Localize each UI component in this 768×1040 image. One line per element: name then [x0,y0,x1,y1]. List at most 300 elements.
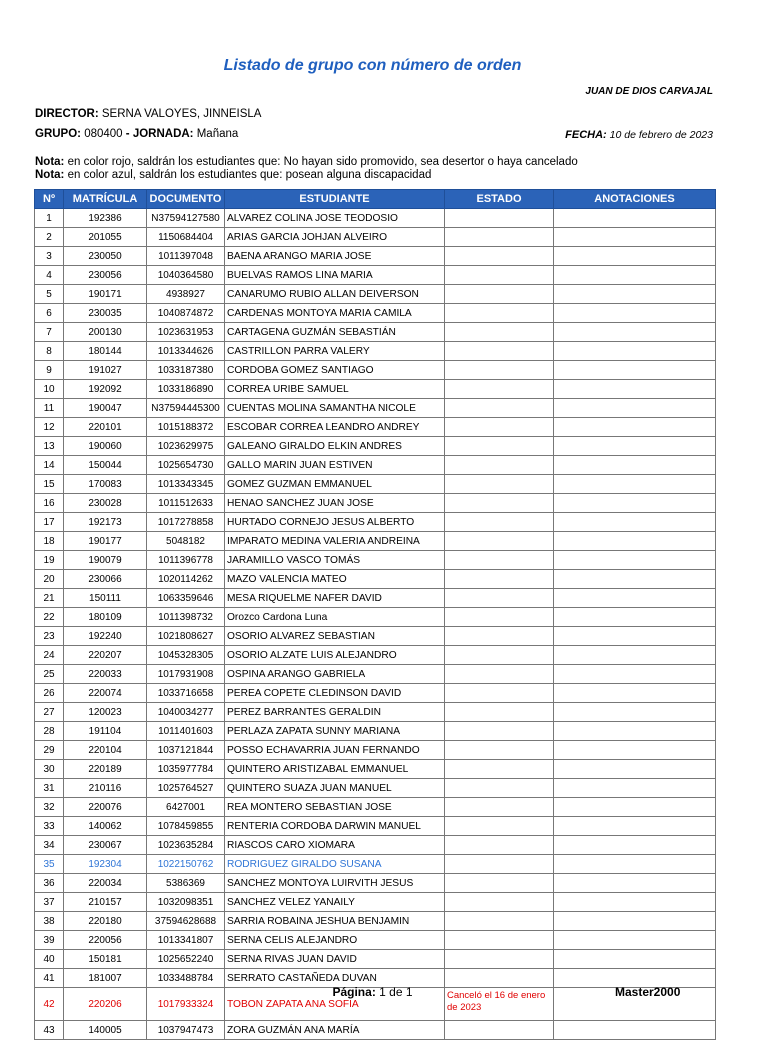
cell-anotaciones [554,779,716,798]
table-row [35,494,716,513]
cell-estudiante: GALLO MARIN JUAN ESTIVEN [225,456,445,475]
cell-estudiante: Orozco Cardona Luna [225,608,445,627]
table-row [35,722,716,741]
cell-estado [445,722,554,741]
cell-estudiante: SANCHEZ VELEZ YANAILY [225,893,445,912]
note-text: en color rojo, saldrán los estudiantes que: No hayan sido promovido, sea desertor o haya cancelado [67,156,578,168]
fecha-value: 10 de febrero de 2023 [609,129,713,141]
cell-matricula: 140062 [64,817,147,836]
cell-documento: 1011398732 [147,608,225,627]
cell-documento: 1013341807 [147,931,225,950]
cell-numero: 14 [35,456,64,475]
cell-numero: 22 [35,608,64,627]
cell-estudiante: QUINTERO SUAZA JUAN MANUEL [225,779,445,798]
cell-numero: 25 [35,665,64,684]
table-row [35,931,716,950]
table-row [35,247,716,266]
notes [35,156,578,182]
col-header-estado: ESTADO [445,190,554,209]
cell-estado [445,494,554,513]
table-row [35,456,716,475]
cell-estudiante: OSORIO ALVAREZ SEBASTIAN [225,627,445,646]
cell-numero: 16 [35,494,64,513]
note-red [35,156,578,169]
cell-documento: N37594127580 [147,209,225,228]
cell-documento: 1033186890 [147,380,225,399]
cell-matricula: 192240 [64,627,147,646]
cell-estudiante: REA MONTERO SEBASTIAN JOSE [225,798,445,817]
table-row [35,266,716,285]
cell-estudiante: ZORA GUZMÁN ANA MARÍA [225,1021,445,1040]
cell-numero: 27 [35,703,64,722]
cell-estado [445,285,554,304]
cell-estudiante: HURTADO CORNEJO JESUS ALBERTO [225,513,445,532]
cell-anotaciones [554,247,716,266]
cell-estudiante: SERNA RIVAS JUAN DAVID [225,950,445,969]
cell-matricula: 192173 [64,513,147,532]
cell-estado [445,703,554,722]
cell-numero: 13 [35,437,64,456]
cell-anotaciones [554,323,716,342]
cell-estado [445,912,554,931]
cell-matricula: 220034 [64,874,147,893]
jornada-separator: - [122,128,133,140]
cell-estudiante: MAZO VALENCIA MATEO [225,570,445,589]
cell-estado [445,532,554,551]
cell-estado [445,323,554,342]
cell-documento: 1023631953 [147,323,225,342]
cell-matricula: 230066 [64,570,147,589]
cell-anotaciones [554,893,716,912]
cell-matricula: 220074 [64,684,147,703]
cell-estudiante: MESA RIQUELME NAFER DAVID [225,589,445,608]
cell-estado [445,456,554,475]
cell-documento: 1033716658 [147,684,225,703]
cell-matricula: 190047 [64,399,147,418]
cell-numero: 19 [35,551,64,570]
cell-estudiante: CARDENAS MONTOYA MARIA CAMILA [225,304,445,323]
cell-matricula: 180144 [64,342,147,361]
cell-anotaciones [554,361,716,380]
cell-anotaciones [554,437,716,456]
cell-matricula: 220033 [64,665,147,684]
cell-matricula: 120023 [64,703,147,722]
cell-numero: 12 [35,418,64,437]
table-row [35,798,716,817]
table-row [35,855,716,874]
cell-estudiante: GALEANO GIRALDO ELKIN ANDRES [225,437,445,456]
cell-estado [445,513,554,532]
cell-estudiante: CARTAGENA GUZMÁN SEBASTIÁN [225,323,445,342]
cell-documento: 1045328305 [147,646,225,665]
cell-estado [445,266,554,285]
cell-documento: 1025764527 [147,779,225,798]
cell-documento: 1013343345 [147,475,225,494]
cell-matricula: 220207 [64,646,147,665]
fecha-line [565,129,713,141]
table-row [35,760,716,779]
table-row [35,418,716,437]
cell-estudiante: CASTRILLON PARRA VALERY [225,342,445,361]
table-row [35,209,716,228]
cell-estudiante: PERLAZA ZAPATA SUNNY MARIANA [225,722,445,741]
cell-anotaciones [554,399,716,418]
cell-numero: 31 [35,779,64,798]
cell-numero: 32 [35,798,64,817]
cell-documento: 1035977784 [147,760,225,779]
cell-matricula: 220180 [64,912,147,931]
cell-documento: 1025654730 [147,456,225,475]
cell-anotaciones [554,551,716,570]
cell-estudiante: BAENA ARANGO MARIA JOSE [225,247,445,266]
cell-documento: 1032098351 [147,893,225,912]
cell-anotaciones [554,646,716,665]
cell-matricula: 150181 [64,950,147,969]
cell-matricula: 170083 [64,475,147,494]
cell-anotaciones [554,418,716,437]
cell-numero: 18 [35,532,64,551]
cell-documento: 1150684404 [147,228,225,247]
cell-documento: 1020114262 [147,570,225,589]
cell-matricula: 150044 [64,456,147,475]
cell-anotaciones [554,836,716,855]
cell-documento: 4938927 [147,285,225,304]
cell-documento: 1033187380 [147,361,225,380]
cell-documento: 1017933324 [147,988,225,1021]
cell-matricula: 230056 [64,266,147,285]
table-row [35,437,716,456]
cell-matricula: 220056 [64,931,147,950]
cell-estudiante: IMPARATO MEDINA VALERIA ANDREINA [225,532,445,551]
cell-estado [445,931,554,950]
cell-documento: 1040874872 [147,304,225,323]
cell-matricula: 230050 [64,247,147,266]
cell-matricula: 190079 [64,551,147,570]
cell-numero: 8 [35,342,64,361]
table-row [35,703,716,722]
cell-documento: 1015188372 [147,418,225,437]
table-row [35,874,716,893]
cell-matricula: 200130 [64,323,147,342]
cell-estudiante: POSSO ECHAVARRIA JUAN FERNANDO [225,741,445,760]
cell-anotaciones [554,817,716,836]
table-row [35,304,716,323]
cell-estudiante: GOMEZ GUZMAN EMMANUEL [225,475,445,494]
cell-numero: 15 [35,475,64,494]
cell-matricula: 210157 [64,893,147,912]
cell-estado [445,684,554,703]
cell-estado [445,874,554,893]
cell-matricula: 230067 [64,836,147,855]
cell-estudiante: ARIAS GARCIA JOHJAN ALVEIRO [225,228,445,247]
cell-documento: 1021808627 [147,627,225,646]
student-table [34,189,716,1040]
cell-estado [445,1021,554,1040]
table-row [35,817,716,836]
cell-matricula: 180109 [64,608,147,627]
cell-anotaciones [554,855,716,874]
table-row [35,950,716,969]
cell-estado [445,741,554,760]
document-title: Listado de grupo con número de orden [223,57,522,74]
cell-estudiante: BUELVAS RAMOS LINA MARIA [225,266,445,285]
cell-numero: 2 [35,228,64,247]
cell-matricula: 220104 [64,741,147,760]
cell-matricula: 150111 [64,589,147,608]
cell-anotaciones [554,1021,716,1040]
cell-estudiante: TOBON ZAPATA ANA SOFIA [225,988,445,1021]
cell-documento: 1011512633 [147,494,225,513]
cell-estado [445,627,554,646]
cell-documento: 1023635284 [147,836,225,855]
page-label: Página: [332,985,376,999]
cell-documento: N37594445300 [147,399,225,418]
director-label: DIRECTOR: [35,108,99,120]
cell-documento: 1013344626 [147,342,225,361]
cell-numero: 40 [35,950,64,969]
table-row [35,323,716,342]
cell-anotaciones [554,475,716,494]
table-row [35,836,716,855]
cell-estado [445,779,554,798]
jornada-value: Mañana [196,128,239,140]
cell-matricula: 230028 [64,494,147,513]
cell-matricula: 192304 [64,855,147,874]
note-label: Nota: [35,156,65,168]
cell-anotaciones [554,760,716,779]
brand-label: Master2000 [615,985,681,999]
cell-matricula: 230035 [64,304,147,323]
cell-estado [445,209,554,228]
cell-numero: 4 [35,266,64,285]
cell-estado [445,361,554,380]
cell-matricula: 220189 [64,760,147,779]
cell-numero: 43 [35,1021,64,1040]
cell-estudiante: PEREZ BARRANTES GERALDIN [225,703,445,722]
cell-anotaciones [554,570,716,589]
cell-estado [445,608,554,627]
table-row [35,665,716,684]
table-row [35,285,716,304]
cell-estudiante: QUINTERO ARISTIZABAL EMMANUEL [225,760,445,779]
cell-estado [445,437,554,456]
cell-estado [445,342,554,361]
table-row [35,551,716,570]
cell-numero: 9 [35,361,64,380]
grupo-line [35,128,238,140]
cell-documento: 1023629975 [147,437,225,456]
cell-numero: 1 [35,209,64,228]
table-row [35,627,716,646]
cell-documento: 37594628688 [147,912,225,931]
note-blue [35,169,578,182]
grupo-label: GRUPO: [35,128,81,140]
cell-matricula: 191027 [64,361,147,380]
cell-estudiante: OSPINA ARANGO GABRIELA [225,665,445,684]
cell-documento: 1037947473 [147,1021,225,1040]
table-row [35,399,716,418]
cell-numero: 39 [35,931,64,950]
cell-anotaciones [554,608,716,627]
cell-documento: 1033488784 [147,969,225,988]
cell-estudiante: CUENTAS MOLINA SAMANTHA NICOLE [225,399,445,418]
cell-documento: 1040364580 [147,266,225,285]
cell-estado [445,817,554,836]
page-value: 1 de 1 [379,985,413,999]
cell-estudiante: OSORIO ALZATE LUIS ALEJANDRO [225,646,445,665]
cell-matricula: 192386 [64,209,147,228]
cell-anotaciones [554,513,716,532]
cell-matricula: 192092 [64,380,147,399]
cell-documento: 1078459855 [147,817,225,836]
cell-anotaciones [554,703,716,722]
cell-numero: 41 [35,969,64,988]
cell-matricula: 191104 [64,722,147,741]
cell-documento: 5048182 [147,532,225,551]
cell-anotaciones [554,798,716,817]
table-row [35,912,716,931]
cell-estudiante: PEREA COPETE CLEDINSON DAVID [225,684,445,703]
cell-numero: 28 [35,722,64,741]
cell-estado [445,798,554,817]
cell-anotaciones [554,494,716,513]
cell-estado [445,399,554,418]
col-header-documento: DOCUMENTO [147,190,225,209]
table-row [35,893,716,912]
cell-estado [445,418,554,437]
school-name: JUAN DE DIOS CARVAJAL [585,86,713,97]
cell-estado [445,836,554,855]
cell-anotaciones [554,589,716,608]
table-row [35,342,716,361]
cell-documento: 5386369 [147,874,225,893]
cell-estado [445,380,554,399]
cell-numero: 42 [35,988,64,1021]
jornada-label: JORNADA: [132,128,194,140]
cell-estudiante: RIASCOS CARO XIOMARA [225,836,445,855]
cell-estudiante: RODRIGUEZ GIRALDO SUSANA [225,855,445,874]
table-row [35,608,716,627]
cell-documento: 1063359646 [147,589,225,608]
cell-documento: 1025652240 [147,950,225,969]
cell-matricula: 181007 [64,969,147,988]
table-row [35,646,716,665]
cell-documento: 1011397048 [147,247,225,266]
cell-documento: 6427001 [147,798,225,817]
cell-numero: 24 [35,646,64,665]
cell-estudiante: RENTERIA CORDOBA DARWIN MANUEL [225,817,445,836]
cell-matricula: 220101 [64,418,147,437]
table-row [35,513,716,532]
note-label: Nota: [35,169,65,181]
cell-numero: 33 [35,817,64,836]
cell-anotaciones [554,627,716,646]
cell-estudiante: CORDOBA GOMEZ SANTIAGO [225,361,445,380]
cell-matricula: 190171 [64,285,147,304]
cell-documento: 1022150762 [147,855,225,874]
col-header-anotaciones: ANOTACIONES [554,190,716,209]
cell-estado [445,570,554,589]
cell-numero: 3 [35,247,64,266]
cell-numero: 20 [35,570,64,589]
cell-anotaciones [554,209,716,228]
cell-numero: 38 [35,912,64,931]
cell-numero: 5 [35,285,64,304]
table-row [35,532,716,551]
cell-matricula: 190060 [64,437,147,456]
table-row [35,475,716,494]
cell-documento: 1011401603 [147,722,225,741]
cell-numero: 21 [35,589,64,608]
cell-numero: 6 [35,304,64,323]
cell-anotaciones [554,912,716,931]
cell-estudiante: CANARUMO RUBIO ALLAN DEIVERSON [225,285,445,304]
grupo-value: 080400 [84,128,123,140]
cell-numero: 17 [35,513,64,532]
cell-anotaciones [554,931,716,950]
cell-estudiante: SERRATO CASTAÑEDA DUVAN [225,969,445,988]
col-header-numero: Nº [35,190,64,209]
cell-matricula: 220076 [64,798,147,817]
cell-matricula: 190177 [64,532,147,551]
table-row [35,1021,716,1040]
cell-numero: 7 [35,323,64,342]
cell-numero: 11 [35,399,64,418]
cell-estado [445,760,554,779]
cell-numero: 35 [35,855,64,874]
cell-estado [445,551,554,570]
cell-estudiante: ESCOBAR CORREA LEANDRO ANDREY [225,418,445,437]
cell-estado [445,304,554,323]
cell-numero: 34 [35,836,64,855]
cell-estudiante: JARAMILLO VASCO TOMÁS [225,551,445,570]
table-row [35,380,716,399]
note-text: en color azul, saldrán los estudiantes que: posean alguna discapacidad [67,169,432,181]
cell-estado [445,665,554,684]
cell-estado [445,589,554,608]
cell-anotaciones [554,266,716,285]
cell-estudiante: SANCHEZ MONTOYA LUIRVITH JESUS [225,874,445,893]
director-value: SERNA VALOYES, JINNEISLA [101,108,262,120]
table-row [35,589,716,608]
col-header-estudiante: ESTUDIANTE [225,190,445,209]
table-row [35,741,716,760]
cell-estado: Canceló el 16 de enero de 2023 [445,988,554,1021]
cell-matricula: 140005 [64,1021,147,1040]
table-row [35,779,716,798]
cell-numero: 37 [35,893,64,912]
cell-anotaciones [554,874,716,893]
table-row [35,570,716,589]
cell-anotaciones [554,722,716,741]
cell-estado [445,646,554,665]
cell-estado [445,247,554,266]
cell-estudiante: HENAO SANCHEZ JUAN JOSE [225,494,445,513]
fecha-label: FECHA: [565,129,607,141]
col-header-matricula: MATRÍCULA [64,190,147,209]
cell-anotaciones [554,950,716,969]
cell-anotaciones [554,342,716,361]
cell-estado [445,893,554,912]
cell-numero: 29 [35,741,64,760]
table-row [35,228,716,247]
cell-matricula: 210116 [64,779,147,798]
cell-anotaciones [554,532,716,551]
cell-matricula: 220206 [64,988,147,1021]
cell-numero: 10 [35,380,64,399]
cell-numero: 26 [35,684,64,703]
cell-anotaciones [554,228,716,247]
